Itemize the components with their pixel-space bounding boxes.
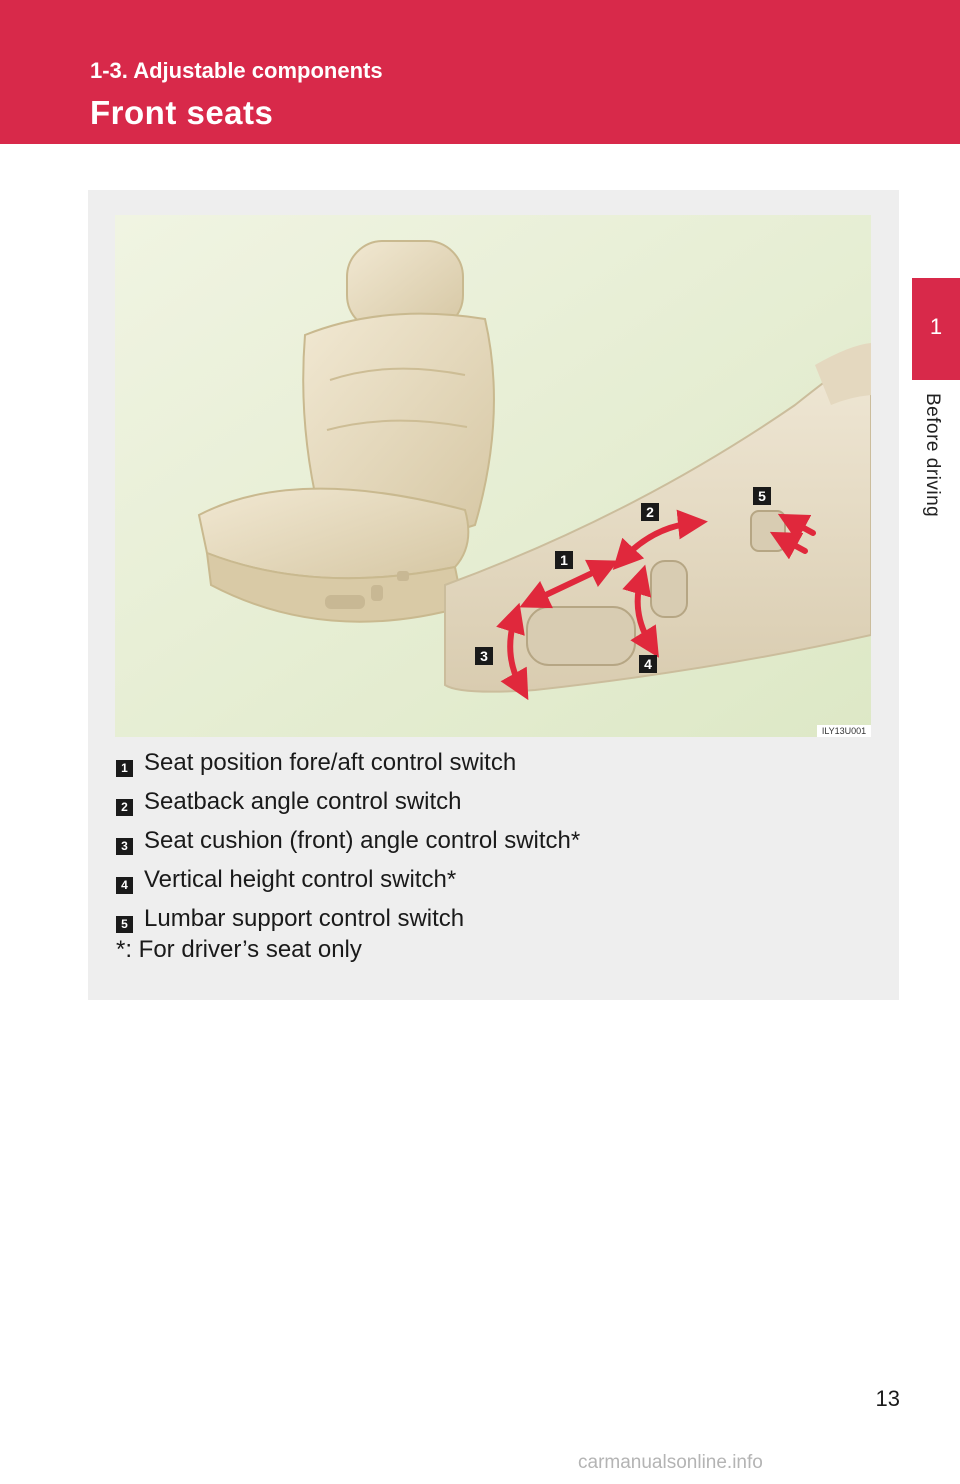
legend-item	[116, 862, 876, 901]
legend-text: Seat cushion (front) angle control switch*	[144, 827, 581, 854]
seat-illustration	[115, 215, 871, 737]
page-header	[0, 0, 960, 144]
section-label: 1-3. Adjustable components	[90, 58, 383, 83]
legend-text: Vertical height control switch*	[144, 866, 457, 893]
legend-badge: 1	[116, 760, 133, 777]
figure-code: ILY13U001	[821, 726, 867, 736]
chapter-number: 1	[929, 314, 943, 339]
seat-diagram	[115, 215, 871, 737]
callout-label-2: 2	[646, 504, 654, 520]
legend-badge: 4	[116, 877, 133, 894]
legend-badge: 3	[116, 838, 133, 855]
watermark: carmanualsonline.info	[578, 1452, 763, 1473]
legend-badge: 2	[116, 799, 133, 816]
page-title: Front seats	[90, 94, 274, 131]
chapter-label: Before driving	[922, 393, 943, 518]
callout-label-3: 3	[480, 648, 488, 664]
callout-label-5: 5	[758, 488, 766, 504]
legend-item	[116, 745, 876, 784]
legend-text: Lumbar support control switch	[144, 905, 465, 932]
callout-label-1: 1	[560, 552, 568, 568]
legend-badge: 5	[116, 916, 133, 933]
callout-label-4: 4	[644, 656, 652, 672]
content-panel	[88, 190, 899, 1000]
legend-text: Seat position fore/aft control switch	[144, 749, 517, 776]
legend-list	[116, 745, 876, 940]
legend-item	[116, 901, 876, 940]
legend-item	[116, 823, 876, 862]
page-number: 13	[875, 1386, 900, 1411]
legend-text: Seatback angle control switch	[144, 788, 462, 815]
footnote: *: For driver’s seat only	[116, 936, 362, 963]
chapter-tab[interactable]	[912, 278, 960, 380]
legend-item	[116, 784, 876, 823]
